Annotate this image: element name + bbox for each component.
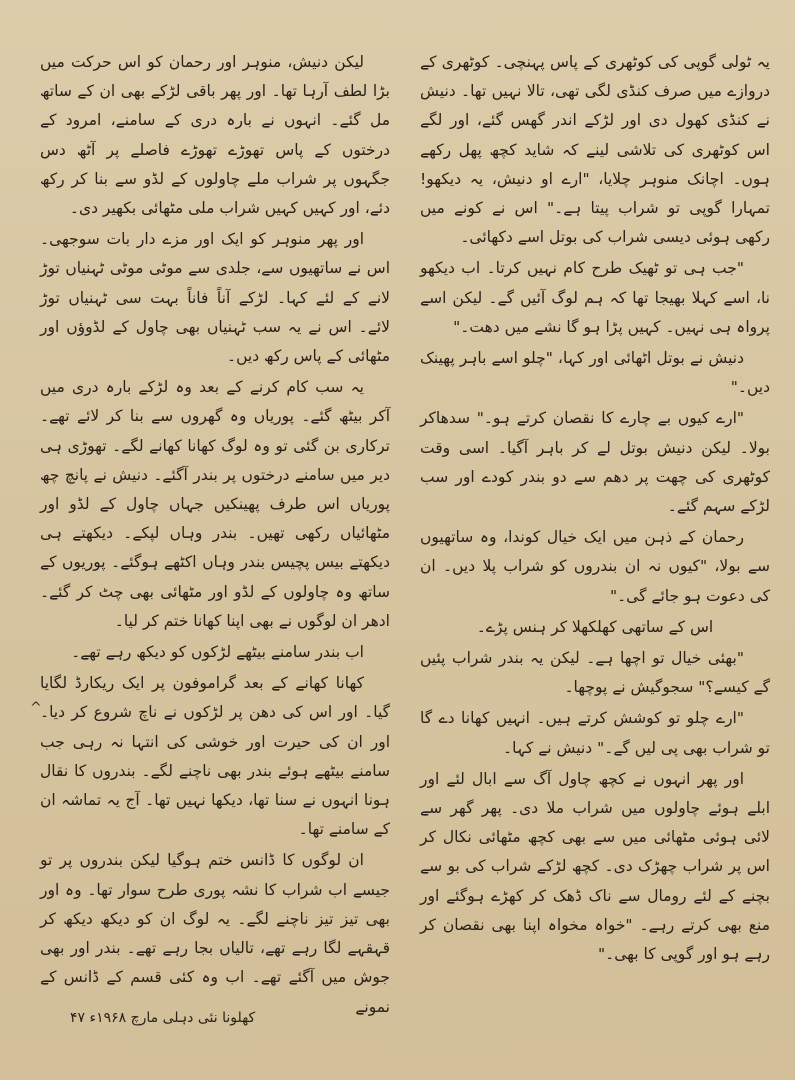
paragraph: دنیش نے بوتل اٹھائی اور کہا، "چلو اسے باہر پھینک دیں۔"	[420, 349, 770, 397]
paragraph: رحمان کے ذہن میں ایک خیال کوندا، وہ ساتھیوں سے بولا، "کیوں نہ ان بندروں کو شراب پلا دیں۔ ان کی دعوت ہو جائے گی۔"	[420, 528, 770, 605]
paragraph: اور پھر منوہر کو ایک اور مزے دار بات سوجھی۔ اس نے ساتھیوں سے، جلدی سے موٹی موٹی ٹہنیاں توڑ لانے کے لئے کہا۔ لڑکے آناً فاناً بہت سی ٹہنیاں توڑ لائے۔ اس نے یہ سب ٹہنیاں بھی چاول کے لڈوؤں اور مٹھائی کے پاس رکھ دیں۔	[40, 230, 390, 366]
paragraph: یہ سب کام کرنے کے بعد وہ لڑکے بارہ دری میں آکر بیٹھ گئے۔ پوریاں وہ گھروں سے بنا کر لائے تھے۔ ترکاری بن گئی تو وہ لوگ کھانا کھانے لگے۔ تھوڑی ہی دیر میں سامنے درختوں پر بندر آگئے۔ دنیش نے پانچ چھ پوریاں اس طرف پھینکیں جہاں چاول کے لڈو اور مٹھائیاں رکھی تھیں۔ بندر وہاں لپکے۔ دیکھتے ہی دیکھتے بیس پچیس بندر وہاں اکٹھے ہوگئے۔ پوریوں کے ساتھ وہ چاولوں کے لڈو اور مٹھائی بھی چٹ کر گئے۔ ادھر ان لوگوں نے بھی اپنا کھانا ختم کر لیا۔	[40, 378, 390, 630]
paragraph: "بھئی خیال تو اچھا ہے۔ لیکن یہ بندر شراب پئیں گے کیسے؟" سجوگیش نے پوچھا۔	[420, 649, 770, 697]
paragraph: اس کے ساتھی کھلکھلا کر ہنس پڑے۔	[476, 617, 714, 636]
left-column	[40, 48, 390, 1024]
paragraph: کھانا کھانے کے بعد گراموفون پر ایک ریکارڈ لگایا گیا۔ اور اس کی دھن پر لڑکوں نے ناچ شروع کر دیا۔ اور ان کی حیرت اور خوشی کی انتہا نہ رہی جب سامنے بیٹھے ہوئے بندر بھی ناچنے لگے۔ بندروں کا نقال ہونا انہوں نے سنا تھا، دیکھا نہیں تھا۔ آج یہ تماشہ ان کے سامنے تھا۔	[40, 674, 390, 839]
paragraph: "ارے کیوں بے چارے کا نقصان کرتے ہو۔" سدھاکر بولا۔ لیکن دنیش بوتل لے کر باہر آگیا۔ اسی وقت کوٹھری کی چھت پر دھم سے دو بندر کودے اور سب لڑکے سہم گئے۔	[420, 409, 770, 516]
page-footer: کھلونا نئی دہلی مارچ ۱۹۶۸ء ۴۷	[70, 1010, 256, 1026]
paragraph: ان لوگوں کا ڈانس ختم ہوگیا لیکن بندروں پر تو جیسے اب شراب کا نشہ پوری طرح سوار تھا۔ وہ اور بھی تیز تیز ناچنے لگے۔ یہ لوگ ان کو دیکھ دیکھ کر قہقہے لگا رہے تھے، تالیاں بجا رہے تھے۔ بندر اور بھی جوش میں آگئے تھے۔ اب وہ کئی قسم کے ڈانس کے نمونے	[40, 851, 390, 1016]
right-column	[420, 48, 770, 971]
paragraph: اب بندر سامنے بیٹھے لڑکوں کو دیکھ رہے تھے۔	[71, 643, 364, 662]
paragraph: اور پھر انہوں نے کچھ چاول آگ سے ابال لئے اور ابلے ہوئے چاولوں میں شراب ملا دی۔ پھر گھر سے لائی ہوئی مٹھائی میں سے بھی کچھ مٹھائی نکال کر اس پر شراب چھڑک دی۔ کچھ لڑکے شراب کی بو سے بچنے کے لئے رومال سے ناک ڈھک کر کھڑے ہوگئے اور منع بھی کرتے رہے۔ "خواہ مخواہ اپنا بھی نقصان کر رہے ہو اور گوپی کا بھی۔"	[420, 769, 770, 964]
paragraph: یہ ٹولی گوپی کی کوٹھری کے پاس پہنچی۔ کوٹھری کے دروازے میں صرف کنڈی لگی تھی، تالا نہیں تھا۔ دنیش نے کنڈی کھول دی اور لڑکے اندر گھس گئے، اور لگے اس کوٹھری کی تلاشی لینے کہ شاید کچھ پھل رکھے ہوں۔ اچانک منوہر چلایا، "ارے او دنیش، یہ دیکھو! تمہارا گوپی تو شراب پیتا ہے۔" اس نے کونے میں رکھی ہوئی دیسی شراب کی بوتل اسے دکھائی۔	[420, 53, 770, 247]
margin-mark: ^	[30, 700, 42, 716]
paragraph: "ارے چلو تو کوشش کرتے ہیں۔ انہیں کھانا دے گا تو شراب بھی پی لیں گے۔" دنیش نے کہا۔	[420, 709, 770, 757]
paragraph: لیکن دنیش، منوہر اور رحمان کو اس حرکت میں بڑا لطف آرہا تھا۔ اور پھر باقی لڑکے بھی ان کے ساتھ مل گئے۔ انہوں نے بارہ دری کے سامنے، امرود کے درختوں کے پاس تھوڑے تھوڑے فاصلے پر آٹھ دس جگہوں پر شراب ملے چاولوں کے لڈو سے بنا کر رکھ دئے، اور کہیں کہیں شراب ملی مٹھائی بکھیر دی۔	[40, 53, 390, 218]
paragraph: "جب ہی تو ٹھیک طرح کام نہیں کرتا۔ اب دیکھو نا، اسے کہلا بھیجا تھا کہ ہم لوگ آئیں گے۔ لیکن اسے پرواہ ہی نہیں۔ کہیں پڑا ہو گا نشے میں دھت۔"	[420, 259, 770, 336]
